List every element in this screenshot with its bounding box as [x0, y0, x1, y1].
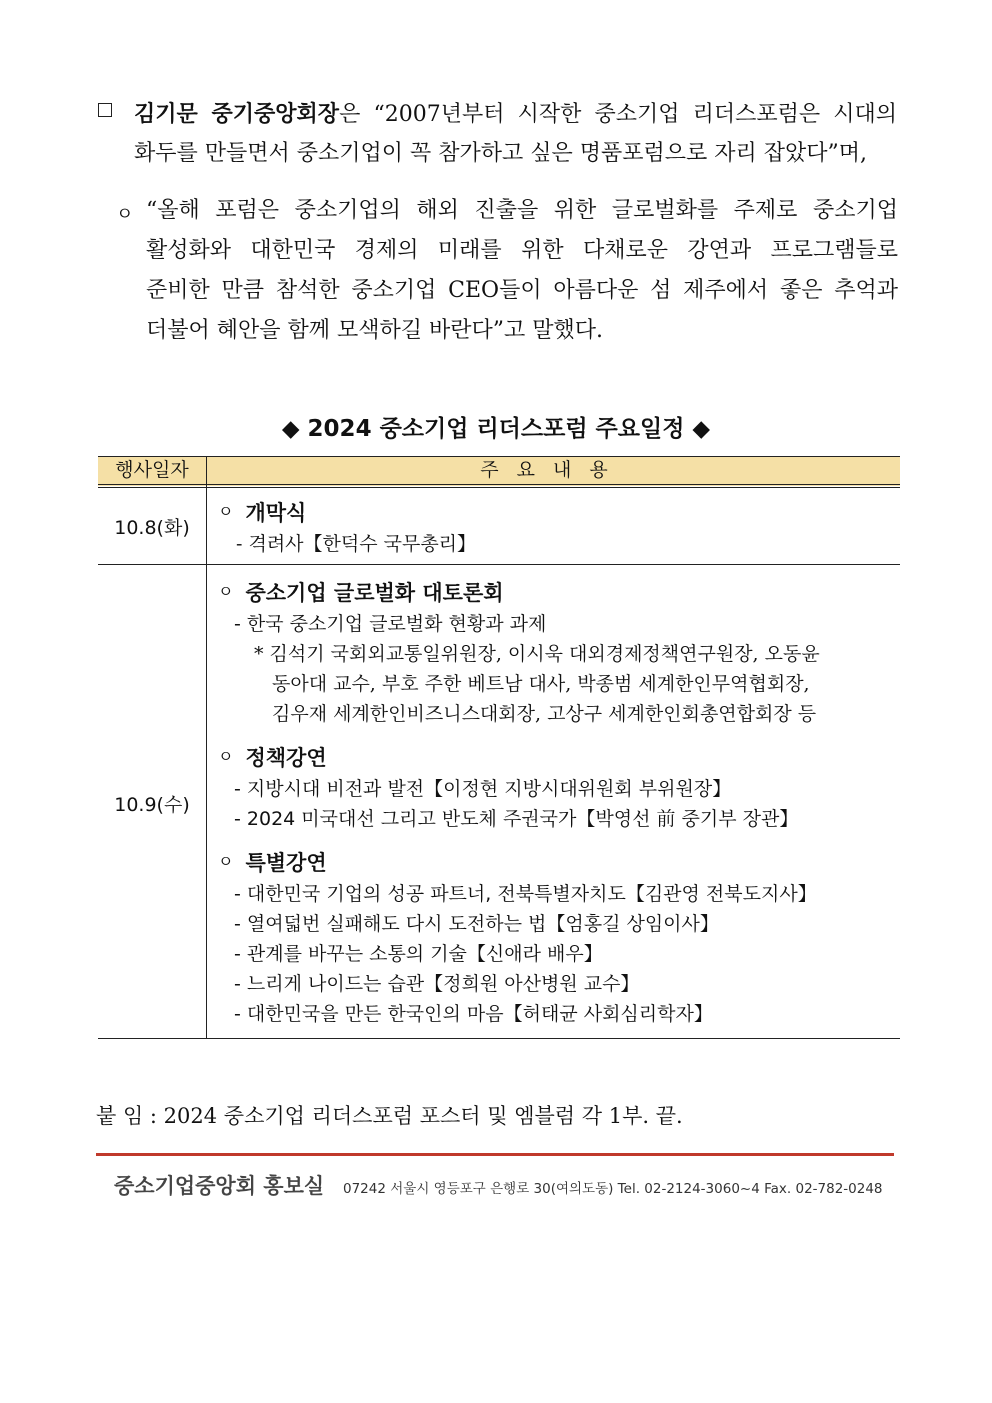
intro-line-2: 화두를 만들면서 중소기업이 꼭 참가하고 싶은 명품포럼으로 자리 잡았다”며,: [134, 141, 867, 166]
list-item: - 격려사【한덕수 국무총리】: [236, 533, 477, 555]
list-item: - 열여덟번 실패해도 다시 도전하는 법【엄홍길 상임이사】: [234, 913, 719, 935]
column-divider: [206, 456, 207, 1039]
list-item: - 대한민국을 만든 한국인의 마음【허태균 사회심리학자】: [234, 1003, 713, 1025]
list-item: - 한국 중소기업 글로벌화 현황과 과제: [234, 613, 547, 635]
section-forum: [218, 577, 504, 607]
section-opening: [218, 497, 306, 527]
footer-org: 중소기업중앙회 홍보실: [114, 1174, 325, 1198]
table-bottom-border: [98, 1038, 900, 1039]
section-title: 개막식: [245, 501, 307, 525]
note-line: * 김석기 국회외교통일위원장, 이시욱 대외경제정책연구원장, 오동윤: [254, 643, 820, 665]
list-item: - 대한민국 기업의 성공 파트너, 전북특별자치도【김관영 전북도지사】: [234, 883, 817, 905]
chairman-name: 김기문 중기중앙회장: [134, 101, 340, 127]
note-line: 김우재 세계한인비즈니스대회장, 고상구 세계한인회총연합회장 등: [272, 703, 817, 725]
circle-bullet-icon: ㅇ: [218, 852, 234, 871]
attachment-note: 붙 임 : 2024 중소기업 리더스포럼 포스터 및 엠블럼 각 1부. 끝.: [96, 1104, 683, 1128]
section-title: 특별강연: [245, 851, 327, 875]
footer-address: 07242 서울시 영등포구 은행로 30(여의도동) Tel. 02-2124-3060~4 Fax. 02-782-0248: [343, 1181, 883, 1197]
list-item: - 느리게 나이드는 습관【정희원 아산병원 교수】: [234, 973, 640, 995]
header-date: 행사일자: [115, 459, 189, 481]
footer-divider: [96, 1153, 894, 1156]
quote-line-3: 준비한 만큼 참석한 중소기업 CEO들이 아름다운 섬 제주에서 좋은 추억과: [146, 278, 898, 303]
circle-bullet-icon: ㅇ: [218, 502, 234, 521]
circle-bullet-icon: ㅇ: [218, 747, 234, 766]
intro-line-1-text: 은 “2007년부터 시작한 중소기업 리더스포럼은 시대의: [339, 102, 897, 127]
section-policy: [218, 742, 327, 772]
circle-bullet-icon: ㅇ: [218, 582, 234, 601]
section-title: 중소기업 글로벌화 대토론회: [245, 581, 504, 605]
list-item: - 관계를 바꾸는 소통의 기술【신애라 배우】: [234, 943, 603, 965]
list-item: - 2024 미국대선 그리고 반도체 주권국가【박영선 前 중기부 장관】: [234, 808, 799, 830]
circle-bullet-icon: ㅇ: [116, 204, 134, 225]
section-title: 정책강연: [245, 746, 327, 770]
header-divider-2: [98, 487, 900, 488]
square-bullet-icon: [98, 103, 112, 117]
header-content: 주요내용: [480, 459, 626, 481]
intro-line-1: [134, 94, 897, 135]
quote-line-4: 더불어 혜안을 함께 모색하길 바란다”고 말했다.: [146, 318, 603, 343]
header-divider-1: [98, 484, 900, 485]
date-day2: 10.9(수): [114, 794, 190, 816]
note-line: 동아대 교수, 부호 주한 베트남 대사, 박종범 세계한인무역협회장,: [272, 673, 810, 695]
date-day1: 10.8(화): [114, 517, 190, 539]
quote-line-2: 활성화와 대한민국 경제의 미래를 위한 다채로운 강연과 프로그램들로: [146, 238, 898, 263]
schedule-title: ◆ 2024 중소기업 리더스포럼 주요일정 ◆: [281, 416, 711, 442]
section-special: [218, 847, 327, 877]
list-item: - 지방시대 비전과 발전【이정현 지방시대위원회 부위원장】: [234, 778, 732, 800]
row-divider: [98, 564, 900, 565]
quote-line-1: “올해 포럼은 중소기업의 해외 진출을 위한 글로벌화를 주제로 중소기업: [146, 198, 898, 223]
